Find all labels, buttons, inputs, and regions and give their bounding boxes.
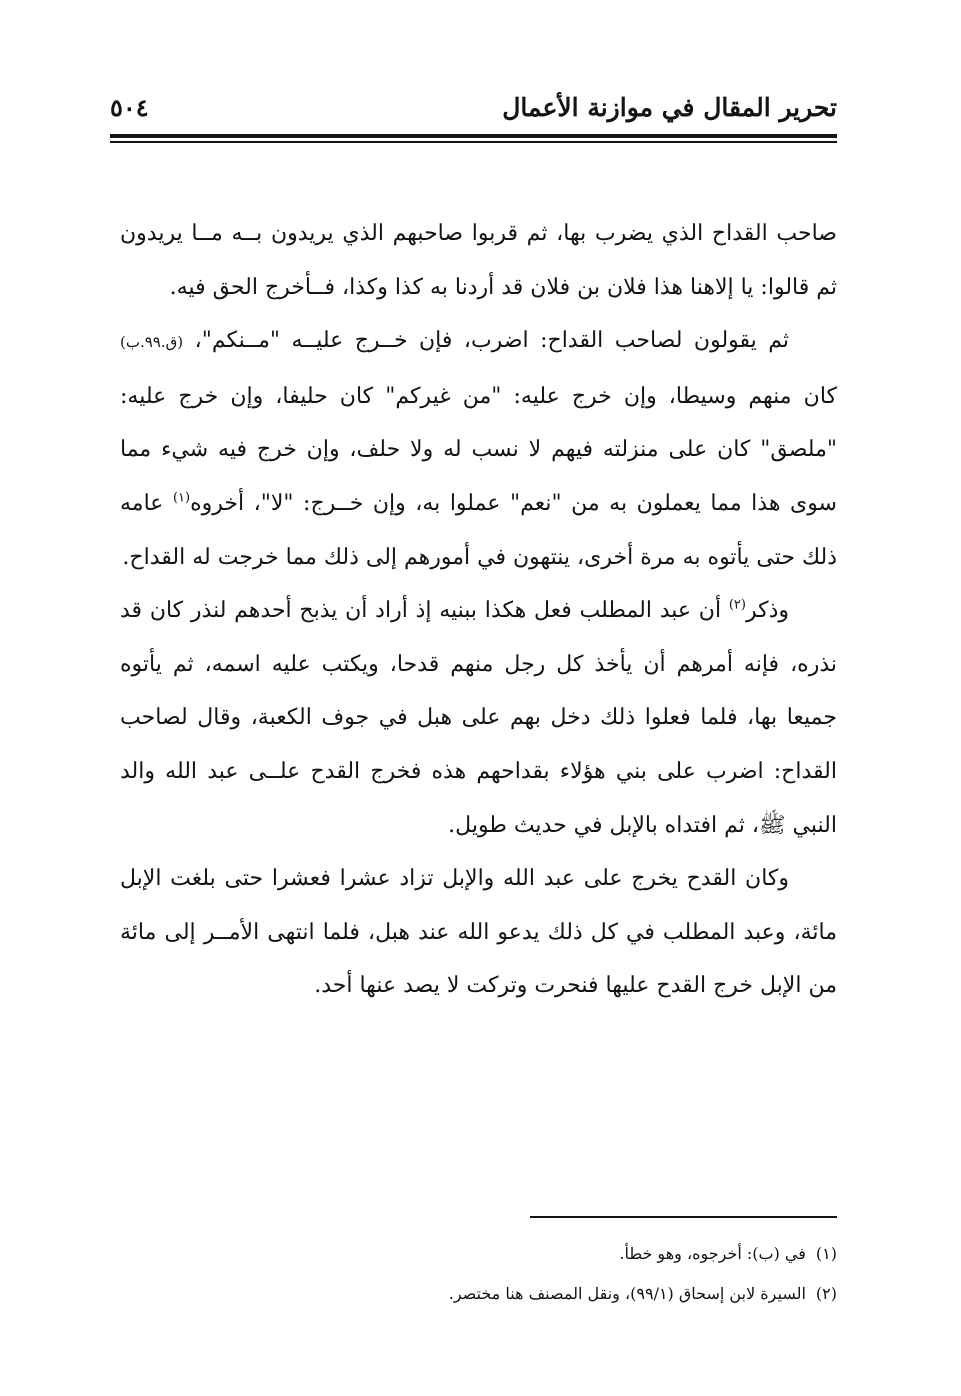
paragraph-2-part-c: عامه ذلك حتى يأتوه به مرة أخرى، ينتهون في أمورهم إلى ذلك مما خرجت له القداح. bbox=[120, 490, 837, 570]
footnotes bbox=[120, 1234, 837, 1314]
header-rule-thin bbox=[110, 141, 837, 143]
paragraph-3 bbox=[120, 584, 837, 852]
paragraph-3-part-b: أن عبد المطلب فعل هكذا ببنيه إذ أراد أن يذبح أحدهم لنذر كان قد نذره، فإنه أمرهم أن يأخذ كل رجل منهم قدحا، ويكتب عليه اسمه، ثم يأتوه جميعا بها، فلما فعلوا ذلك دخل بهم على هبل في جوف الكعبة، وقال لصاحب القداح: اضرب على بني هؤلاء بقداحهم هذه فخرج القدح علــى عبد الله والد النبي ﷺ، ثم افتداه بالإبل في حديث طويل. bbox=[120, 598, 837, 838]
footnote-text: السيرة لابن إسحاق (٩٩/١)، ونقل المصنف هنا مختصر. bbox=[448, 1284, 806, 1303]
paragraph-2-part-a: ثم يقولون لصاحب القداح: اضرب، فإن خــرج عليــه "مــنكم"، bbox=[183, 328, 789, 354]
footnote-separator bbox=[530, 1216, 837, 1218]
paragraph-2 bbox=[120, 314, 837, 584]
footnote-1 bbox=[120, 1234, 837, 1274]
body-text bbox=[120, 207, 837, 1013]
header-rule-thick bbox=[110, 134, 837, 138]
paragraph-1: صاحب القداح الذي يضرب بها، ثم قربوا صاحبهم الذي يريدون بــه مــا يريدون ثم قالوا: يا إلاهنا هذا فلان بن فلان قد أردنا به كذا وكذا، فــأخرج الحق فيه. bbox=[120, 221, 837, 300]
page-number: ٥٠٤ bbox=[110, 93, 149, 122]
folio-reference: (ق.٩٩.ب) bbox=[120, 333, 184, 352]
book-title: تحرير المقال في موازنة الأعمال bbox=[502, 93, 837, 122]
running-header bbox=[110, 88, 837, 128]
paragraph-4: وكان القدح يخرج على عبد الله والإبل تزاد عشرا فعشرا حتى بلغت الإبل مائة، وعبد المطلب في كل ذلك يدعو الله عند هبل، فلما انتهى الأمــر إلى مائة من الإبل خرج القدح عليها فنحرت وتركت لا يصد عنها أحد. bbox=[120, 866, 837, 999]
footnote-number: (١) bbox=[815, 1244, 837, 1263]
footnote-2 bbox=[120, 1274, 837, 1314]
footnote-marker-1[interactable]: (١) bbox=[172, 490, 191, 506]
paragraph-3-part-a: وذكر bbox=[745, 598, 789, 624]
footnote-number: (٢) bbox=[815, 1284, 837, 1303]
footnote-marker-2[interactable]: (٢) bbox=[728, 597, 746, 613]
paragraph-2-part-b: كان منهم وسيطا، وإن خرج عليه: "من غيركم" كان حليفا، وإن خرج عليه: "ملصق" كان على منزلته فيهم لا نسب له ولا حلف، وإن خرج فيه شيء مما سوى هذا مما يعملون به من "نعم" عملوا به، وإن خــرج: "لا"، أخروه bbox=[120, 383, 837, 516]
footnote-text: في (ب): أخرجوه، وهو خطأ. bbox=[619, 1244, 806, 1263]
